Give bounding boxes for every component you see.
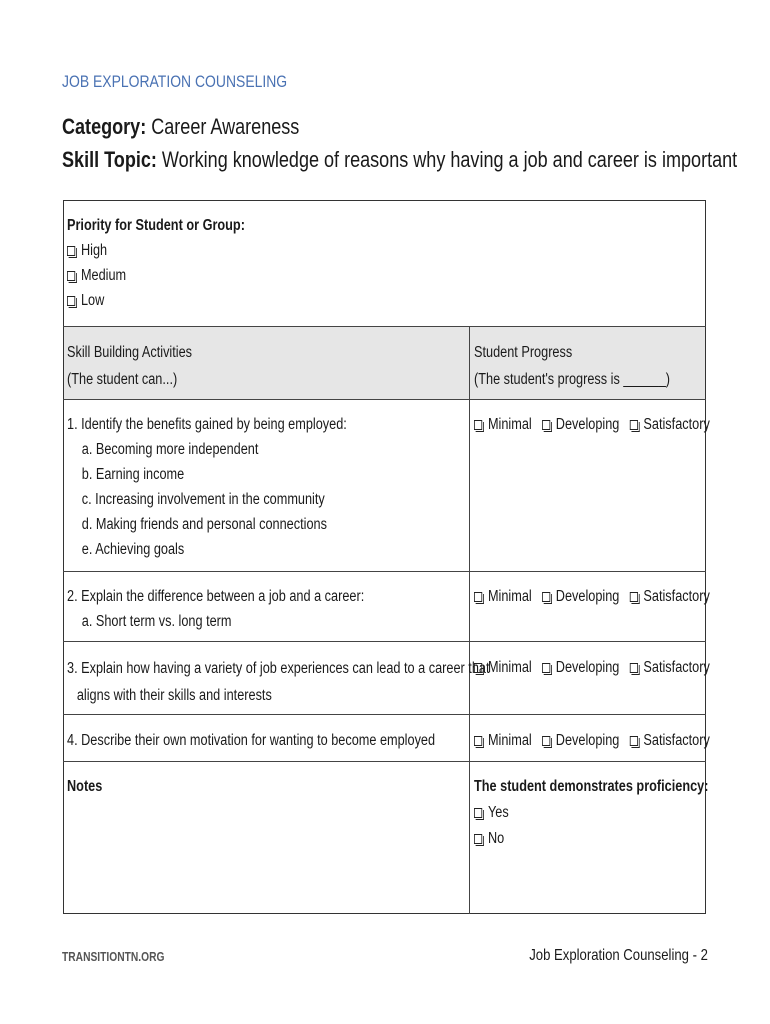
progress-option-satisfactory[interactable]: Satisfactory [629,584,709,609]
activity-4: 4. Describe their own motivation for wanting to become employed [67,732,436,749]
checkbox-icon[interactable] [474,834,482,844]
divider [63,714,706,715]
checkbox-icon[interactable] [542,663,550,673]
list-item: a. Short term vs. long term [81,613,232,630]
progress-option-satisfactory[interactable]: Satisfactory [629,655,709,680]
activity-3: 3. Explain how having a variety of job experiences can lead to a career that aligns with their skills and interests [67,660,490,704]
checkbox-icon[interactable] [629,592,637,602]
proficiency-option-yes[interactable]: Yes [474,800,708,826]
checkbox-icon[interactable] [67,296,75,306]
checkbox-icon[interactable] [542,420,550,430]
progress-option-minimal[interactable]: Minimal [474,584,532,609]
checkbox-icon[interactable] [67,246,75,256]
skill-topic-label: Skill Topic: [62,147,157,172]
column-divider [469,326,470,914]
progress-row-3 [474,655,770,680]
checkbox-icon[interactable] [542,736,550,746]
progress-option-satisfactory[interactable]: Satisfactory [629,412,709,437]
progress-row-4 [474,728,770,753]
progress-row-2 [474,584,770,609]
checkbox-icon[interactable] [474,663,482,673]
footer-site: TRANSITIONTN.ORG [62,950,165,964]
checkbox-icon[interactable] [67,271,75,281]
progress-option-minimal[interactable]: Minimal [474,728,532,753]
list-item: b. Earning income [81,466,185,483]
checkbox-icon[interactable] [542,592,550,602]
skill-topic-line [62,147,770,173]
divider [63,761,706,762]
checkbox-icon[interactable] [629,420,637,430]
category-label: Category: [62,114,147,139]
notes-area[interactable] [67,774,110,799]
divider [63,571,706,572]
proficiency-option-no[interactable]: No [474,826,708,852]
list-item: d. Making friends and personal connections [81,516,327,533]
divider [63,399,706,400]
progress-option-satisfactory[interactable]: Satisfactory [629,728,709,753]
divider [63,641,706,642]
divider [63,326,706,327]
category-value: Career Awareness [151,114,300,139]
checkbox-icon[interactable] [474,592,482,602]
category-line [62,114,351,140]
checkbox-icon[interactable] [474,736,482,746]
skill-topic-value: Working knowledge of reasons why having a job and career is important [161,147,738,172]
activity-1: 1. Identify the benefits gained by being employed: a. Becoming more independent b. Earning income c. Increasing involvement in the community d. Making friends and personal connections e. Achieving goals [67,412,408,562]
priority-option-high[interactable]: High [67,238,245,263]
progress-option-developing[interactable]: Developing [542,728,620,753]
priority-section [67,213,284,313]
list-item: e. Achieving goals [81,541,185,558]
progress-row-1 [474,412,770,437]
notes-label: Notes [67,778,103,795]
checkbox-icon[interactable] [629,663,637,673]
checkbox-icon[interactable] [474,808,482,818]
list-item: c. Increasing involvement in the community [81,491,325,508]
footer-page-number: Job Exploration Counseling - 2 [529,947,708,964]
progress-column-header: Student Progress (The student's progress is ______) [474,344,671,388]
proficiency-section [474,774,760,852]
checkbox-icon[interactable] [629,736,637,746]
progress-option-developing[interactable]: Developing [542,584,620,609]
progress-option-minimal[interactable]: Minimal [474,655,532,680]
progress-option-minimal[interactable]: Minimal [474,412,532,437]
priority-option-medium[interactable]: Medium [67,263,245,288]
proficiency-label: The student demonstrates proficiency: [474,778,709,795]
activities-column-header: Skill Building Activities (The student can...) [67,344,193,388]
section-heading: JOB EXPLORATION COUNSELING [62,72,288,91]
activity-2: 2. Explain the difference between a job and a career: a. Short term vs. long term [67,584,430,634]
priority-label: Priority for Student or Group: [67,217,245,234]
list-item: a. Becoming more independent [81,441,259,458]
progress-option-developing[interactable]: Developing [542,412,620,437]
checkbox-icon[interactable] [474,420,482,430]
progress-option-developing[interactable]: Developing [542,655,620,680]
priority-option-low[interactable]: Low [67,288,245,313]
